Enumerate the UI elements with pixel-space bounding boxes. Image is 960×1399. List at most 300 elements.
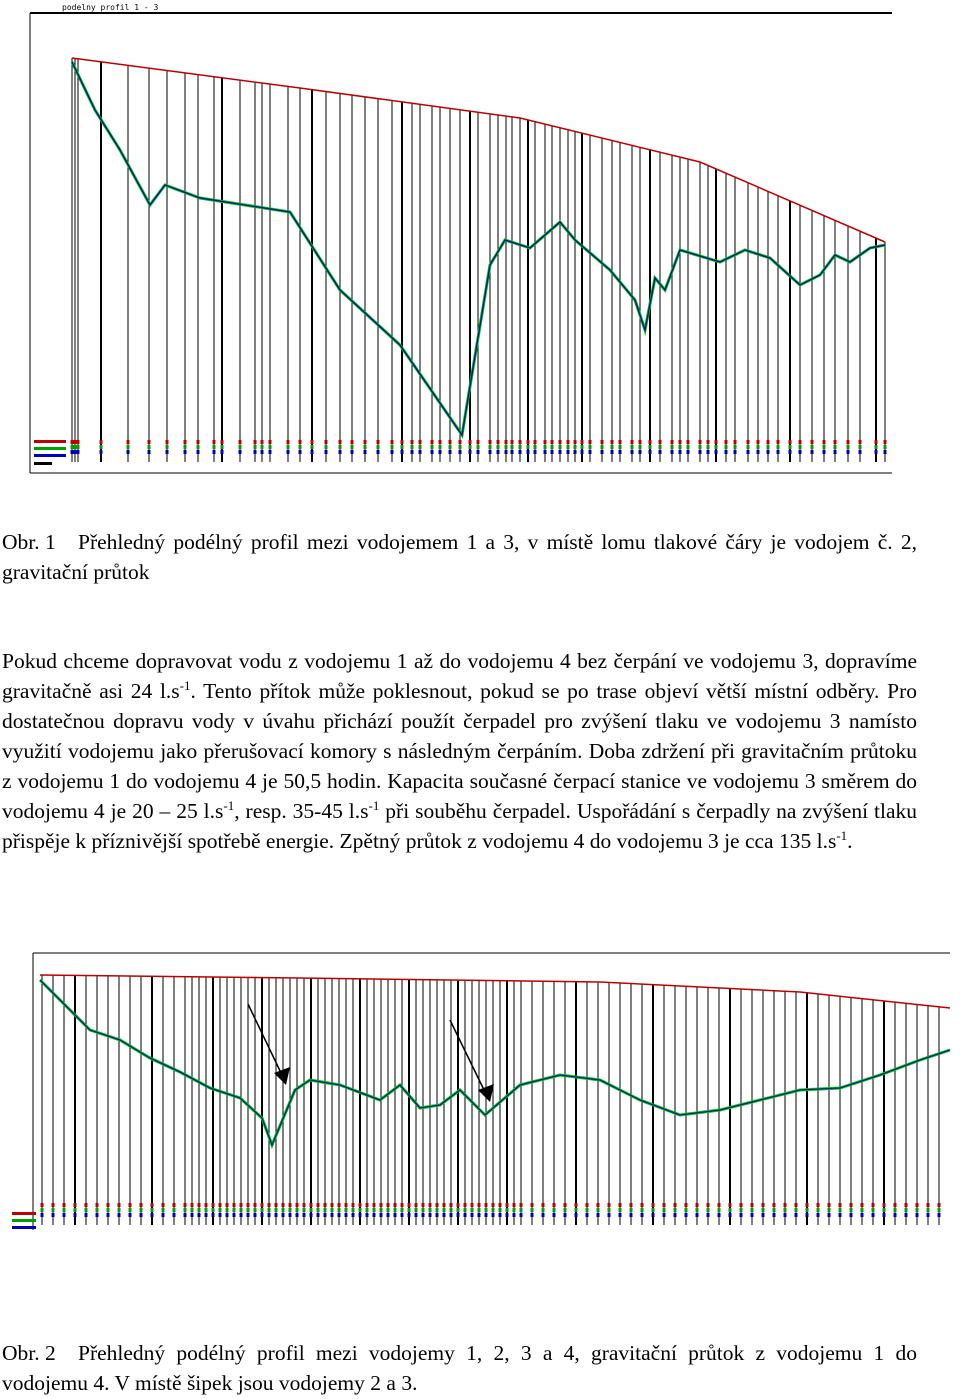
station-tick [41, 1208, 44, 1212]
station-tick [905, 1213, 908, 1217]
station-tick [85, 1203, 88, 1207]
station-tick [811, 440, 814, 444]
station-tick [773, 1203, 776, 1207]
station-tick [339, 450, 342, 454]
station-tick [240, 1213, 243, 1217]
station-tick [359, 1213, 362, 1217]
station-tick [457, 1208, 460, 1212]
station-tick [641, 1203, 644, 1207]
station-tick [564, 1203, 567, 1207]
station-tick [773, 1208, 776, 1212]
station-tick [401, 1208, 404, 1212]
station-tick [699, 440, 702, 444]
station-tick [611, 440, 614, 444]
station-tick [184, 1203, 187, 1207]
station-tick [261, 1208, 264, 1212]
station-tick [850, 1203, 853, 1207]
station-tick [96, 1208, 99, 1212]
station-tick [411, 440, 414, 444]
station-tick [477, 445, 480, 449]
station-tick [927, 1208, 930, 1212]
station-tick [96, 1203, 99, 1207]
station-tick [394, 1213, 397, 1217]
station-tick [567, 445, 570, 449]
station-tick [268, 1203, 271, 1207]
station-tick [601, 445, 604, 449]
paragraph-part-3: , resp. 35-45 l.s [234, 799, 369, 823]
station-tick [564, 1208, 567, 1212]
station-tick [261, 450, 264, 454]
longitudinal-profile-figure-2 [0, 940, 960, 1240]
station-tick [140, 1203, 143, 1207]
station-tick [916, 1203, 919, 1207]
profile-frame [30, 13, 892, 473]
station-tick [239, 445, 242, 449]
station-tick [373, 1208, 376, 1212]
station-tick [527, 445, 530, 449]
station-tick [303, 1208, 306, 1212]
station-tick [239, 450, 242, 454]
station-tick [184, 440, 187, 444]
station-tick [619, 1213, 622, 1217]
station-tick [127, 445, 130, 449]
station-tick [436, 1213, 439, 1217]
station-tick [581, 445, 584, 449]
station-tick [450, 1203, 453, 1207]
station-tick [762, 1203, 765, 1207]
station-tick [317, 1208, 320, 1212]
station-tick [151, 1208, 154, 1212]
station-tick [422, 1203, 425, 1207]
station-tick [254, 450, 257, 454]
station-tick [492, 1208, 495, 1212]
station-tick [148, 440, 151, 444]
station-tick [107, 1203, 110, 1207]
station-tick [459, 450, 462, 454]
station-tick [377, 445, 380, 449]
station-tick [674, 1213, 677, 1217]
station-tick [352, 1203, 355, 1207]
station-tick [464, 1203, 467, 1207]
station-tick [457, 1213, 460, 1217]
station-tick [757, 440, 760, 444]
station-tick [394, 1203, 397, 1207]
station-tick [773, 1213, 776, 1217]
station-tick [511, 445, 514, 449]
station-tick [630, 1213, 633, 1217]
station-tick [387, 1208, 390, 1212]
station-tick [715, 445, 718, 449]
station-tick [324, 1213, 327, 1217]
station-tick [391, 445, 394, 449]
station-tick [806, 1213, 809, 1217]
station-tick [927, 1213, 930, 1217]
station-tick [883, 1213, 886, 1217]
station-tick [436, 1208, 439, 1212]
station-tick [663, 1213, 666, 1217]
station-tick [364, 445, 367, 449]
station-tick [883, 1203, 886, 1207]
station-tick [685, 1213, 688, 1217]
station-tick [659, 445, 662, 449]
station-tick [129, 1203, 132, 1207]
station-tick [740, 1203, 743, 1207]
station-tick [366, 1208, 369, 1212]
paragraph-sup-4: -1 [836, 827, 848, 843]
station-tick [151, 1203, 154, 1207]
station-tick [806, 1203, 809, 1207]
station-tick [226, 1213, 229, 1217]
station-tick [324, 1203, 327, 1207]
station-tick [449, 445, 452, 449]
station-tick [671, 450, 674, 454]
station-tick [269, 440, 272, 444]
station-tick [777, 440, 780, 444]
station-tick [663, 1208, 666, 1212]
station-tick [938, 1208, 941, 1212]
station-tick [269, 450, 272, 454]
station-tick [289, 1203, 292, 1207]
station-tick [366, 1203, 369, 1207]
station-tick [373, 1213, 376, 1217]
station-tick [129, 1208, 132, 1212]
station-tick [287, 445, 290, 449]
station-tick [542, 1203, 545, 1207]
station-tick [219, 1213, 222, 1217]
station-tick [839, 1213, 842, 1217]
station-tick [685, 1203, 688, 1207]
station-tick [513, 1203, 516, 1207]
station-tick [734, 450, 737, 454]
station-tick [639, 450, 642, 454]
station-tick [511, 450, 514, 454]
station-tick [859, 450, 862, 454]
station-tick [151, 1213, 154, 1217]
station-tick [505, 450, 508, 454]
station-tick [916, 1213, 919, 1217]
station-tick [127, 440, 130, 444]
station-tick [489, 450, 492, 454]
station-tick [784, 1208, 787, 1212]
station-tick [608, 1208, 611, 1212]
station-tick [377, 450, 380, 454]
station-tick [520, 1203, 523, 1207]
station-tick [449, 450, 452, 454]
paragraph-part-5: . [847, 829, 853, 853]
station-tick [96, 1213, 99, 1217]
station-tick [559, 450, 562, 454]
station-tick [485, 1203, 488, 1207]
station-tick [574, 450, 577, 454]
station-tick [589, 450, 592, 454]
station-tick [317, 1213, 320, 1217]
station-tick [499, 1203, 502, 1207]
station-tick [649, 445, 652, 449]
station-tick [567, 440, 570, 444]
station-tick [531, 1203, 534, 1207]
station-tick [303, 1213, 306, 1217]
body-paragraph [2, 646, 917, 856]
station-tick [74, 440, 77, 444]
station-tick [520, 1213, 523, 1217]
station-tick [938, 1213, 941, 1217]
station-tick [408, 1208, 411, 1212]
station-tick [553, 1203, 556, 1207]
station-tick [789, 450, 792, 454]
station-tick [338, 1213, 341, 1217]
station-tick [611, 445, 614, 449]
station-tick [275, 1203, 278, 1207]
paragraph-part-2: . Tento přítok může poklesnout, pokud se po trase objeví větší místní odběry. Pro dostatečnou dopravu vody v úvahu přichází použít čerpadel pro zvýšení tlaku ve vodojemu 3 namísto využití vodojemu jako přerušovací komory s následným čerpáním. Doba zdržení při gravitačním průtoku z vodojemu 1 do vodojemu 4 je 50,5 hodin. Kapacita současné čerpací stanice ve vodojemu 3 směrem do vodojemu 4 je 20 – 25 l.s [2, 679, 917, 823]
station-tick [762, 1208, 765, 1212]
station-tick [671, 440, 674, 444]
station-tick [391, 440, 394, 444]
station-tick [85, 1208, 88, 1212]
station-tick [107, 1208, 110, 1212]
station-tick [394, 1208, 397, 1212]
station-tick [431, 445, 434, 449]
station-tick [289, 1208, 292, 1212]
station-tick [377, 440, 380, 444]
station-tick [641, 1208, 644, 1212]
station-tick [872, 1213, 875, 1217]
station-tick [531, 1213, 534, 1217]
station-tick [261, 440, 264, 444]
station-tick [828, 1203, 831, 1207]
station-tick [839, 1203, 842, 1207]
station-tick [129, 1213, 132, 1217]
station-tick [477, 440, 480, 444]
pressure-line [40, 975, 950, 1008]
station-tick [492, 1213, 495, 1217]
station-tick [828, 1208, 831, 1212]
station-tick [289, 1213, 292, 1217]
station-tick [699, 445, 702, 449]
station-tick [811, 445, 814, 449]
station-tick [505, 445, 508, 449]
station-tick [162, 1208, 165, 1212]
station-tick [707, 1203, 710, 1207]
station-tick [699, 450, 702, 454]
station-tick [747, 450, 750, 454]
station-tick [884, 445, 887, 449]
station-tick [586, 1213, 589, 1217]
station-tick [205, 1213, 208, 1217]
station-tick [261, 445, 264, 449]
station-tick [608, 1213, 611, 1217]
station-tick [63, 1213, 66, 1217]
station-tick [351, 450, 354, 454]
station-tick [687, 445, 690, 449]
station-tick [310, 1208, 313, 1212]
figure-2-caption [2, 1338, 917, 1398]
station-tick [875, 440, 878, 444]
station-tick [173, 1208, 176, 1212]
station-tick [471, 1213, 474, 1217]
station-tick [784, 1213, 787, 1217]
station-tick [674, 1208, 677, 1212]
station-tick [408, 1213, 411, 1217]
station-tick [589, 445, 592, 449]
station-tick [553, 1213, 556, 1217]
station-tick [718, 1213, 721, 1217]
station-tick [213, 450, 216, 454]
station-tick [506, 1213, 509, 1217]
station-tick [331, 1203, 334, 1207]
station-tick [275, 1208, 278, 1212]
station-tick [707, 1208, 710, 1212]
station-tick [436, 1203, 439, 1207]
station-tick [74, 1203, 77, 1207]
station-tick [140, 1208, 143, 1212]
station-tick [100, 450, 103, 454]
station-tick [639, 440, 642, 444]
figure-1-caption [2, 527, 917, 587]
station-tick [631, 445, 634, 449]
station-tick [100, 445, 103, 449]
station-tick [184, 1208, 187, 1212]
station-tick [619, 440, 622, 444]
station-tick [240, 1203, 243, 1207]
station-tick [652, 1213, 655, 1217]
station-tick [875, 450, 878, 454]
station-tick [663, 1203, 666, 1207]
station-tick [74, 1208, 77, 1212]
paragraph-part-4: při souběhu čerpadel. Uspořádání s čerpadly na zvýšení tlaku přispěje k příznivější spotřebě energie. Zpětný průtok z vodojemu 4 do vodojemu 3 je cca 135 l.s [2, 799, 917, 853]
station-tick [233, 1208, 236, 1212]
station-tick [439, 440, 442, 444]
station-tick [671, 445, 674, 449]
station-tick [317, 1203, 320, 1207]
station-tick [789, 445, 792, 449]
station-tick [52, 1208, 55, 1212]
station-tick [41, 1203, 44, 1207]
station-tick [359, 1203, 362, 1207]
station-tick [619, 1208, 622, 1212]
station-tick [811, 450, 814, 454]
station-tick [575, 1213, 578, 1217]
station-tick [707, 1213, 710, 1217]
station-tick [118, 1213, 121, 1217]
station-tick [696, 1203, 699, 1207]
station-tick [707, 440, 710, 444]
station-tick [296, 1208, 299, 1212]
station-tick [707, 445, 710, 449]
station-tick [311, 445, 314, 449]
station-tick [834, 450, 837, 454]
station-tick [631, 450, 634, 454]
paragraph-sup-2: -1 [223, 797, 235, 813]
station-tick [542, 1213, 545, 1217]
station-tick [506, 1208, 509, 1212]
station-tick [905, 1208, 908, 1212]
station-tick [261, 1213, 264, 1217]
station-tick [419, 445, 422, 449]
station-tick [226, 1203, 229, 1207]
station-tick [652, 1203, 655, 1207]
station-tick [823, 450, 826, 454]
station-tick [429, 1213, 432, 1217]
station-tick [872, 1208, 875, 1212]
station-tick [519, 445, 522, 449]
station-tick [489, 440, 492, 444]
station-tick [205, 1203, 208, 1207]
station-tick [729, 1203, 732, 1207]
station-tick [544, 450, 547, 454]
station-tick [817, 1203, 820, 1207]
station-tick [324, 1208, 327, 1212]
station-tick [443, 1203, 446, 1207]
station-tick [71, 450, 74, 454]
station-tick [439, 445, 442, 449]
station-tick [415, 1203, 418, 1207]
station-tick [485, 1208, 488, 1212]
station-tick [751, 1208, 754, 1212]
station-tick [380, 1203, 383, 1207]
station-tick [197, 450, 200, 454]
station-tick [282, 1208, 285, 1212]
station-tick [74, 450, 77, 454]
station-tick [608, 1203, 611, 1207]
station-tick [247, 1213, 250, 1217]
station-tick [261, 1203, 264, 1207]
station-tick [534, 445, 537, 449]
station-tick [559, 440, 562, 444]
station-tick [221, 440, 224, 444]
station-tick [630, 1203, 633, 1207]
paragraph-sup-3: -1 [368, 797, 380, 813]
station-tick [519, 440, 522, 444]
station-lines [42, 975, 939, 1225]
station-tick [559, 445, 562, 449]
station-tick [282, 1213, 285, 1217]
terrain-line [40, 980, 950, 1145]
station-tick [597, 1203, 600, 1207]
station-tick [553, 1208, 556, 1212]
station-tick [859, 445, 862, 449]
station-tick [575, 1208, 578, 1212]
station-tick [715, 440, 718, 444]
station-tick [311, 440, 314, 444]
station-tick [916, 1208, 919, 1212]
station-tick [107, 1213, 110, 1217]
station-tick [589, 440, 592, 444]
station-tick [478, 1208, 481, 1212]
station-tick [464, 1213, 467, 1217]
station-tick [387, 1203, 390, 1207]
station-tick [387, 1213, 390, 1217]
station-tick [52, 1203, 55, 1207]
station-tick [567, 450, 570, 454]
station-tick [499, 1208, 502, 1212]
station-tick [861, 1213, 864, 1217]
station-tick [191, 1213, 194, 1217]
station-tick [212, 1203, 215, 1207]
station-tick [221, 450, 224, 454]
station-tick [148, 445, 151, 449]
station-tick [401, 450, 404, 454]
station-tick [162, 1203, 165, 1207]
station-tick [212, 1208, 215, 1212]
station-tick [478, 1203, 481, 1207]
station-tick [659, 440, 662, 444]
station-tick [233, 1203, 236, 1207]
station-tick [531, 1208, 534, 1212]
station-tick [611, 450, 614, 454]
station-tick [198, 1208, 201, 1212]
station-tick [729, 1208, 732, 1212]
station-tick [767, 440, 770, 444]
